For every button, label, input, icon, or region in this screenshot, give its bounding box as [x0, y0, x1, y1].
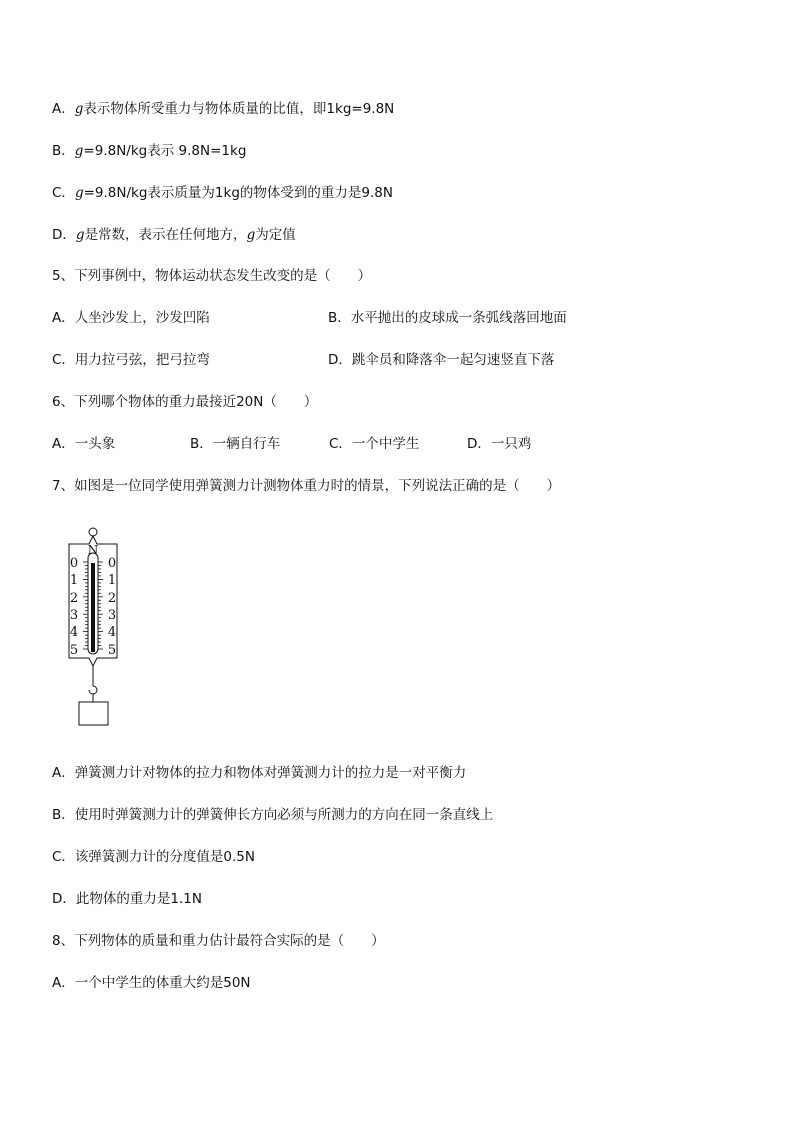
left-scale-2: 2: [69, 591, 79, 606]
top-ring: [89, 528, 97, 536]
q4-option-d: D．g是常数，表示在任何地方，g为定值: [52, 227, 296, 243]
q7-option-d: D．此物体的重力是1.1N: [52, 891, 202, 907]
q6-option-c: C．一个中学生: [329, 436, 420, 452]
right-scale-3: 3: [107, 608, 117, 623]
spring-scale-figure: [60, 522, 140, 736]
right-scale-2: 2: [107, 591, 117, 606]
q8-stem: 8、下列物体的质量和重力估计最符合实际的是（ ）: [52, 933, 385, 949]
q6-stem: 6、下列哪个物体的重力最接近20N（ ）: [52, 394, 318, 410]
q5-option-d: D．跳伞员和降落伞一起匀速竖直下落: [328, 352, 555, 368]
left-scale-5: 5: [69, 643, 79, 658]
right-scale-1: 1: [107, 573, 117, 588]
q5-option-b: B．水平抛出的皮球成一条弧线落回地面: [328, 310, 567, 326]
q4-option-a: A．g表示物体所受重力与物体质量的比值，即1kg=9.8N: [52, 101, 395, 117]
q6-option-b: B．一辆自行车: [190, 436, 281, 452]
q5-option-a: A．人坐沙发上，沙发凹陷: [52, 310, 210, 326]
right-scale-5: 5: [107, 643, 117, 658]
right-scale-0: 0: [107, 556, 117, 571]
q4-option-b: B．g=9.8N/kg表示 9.8N=1kg: [52, 143, 247, 159]
unit-label: N: [87, 543, 99, 557]
q7-stem: 7、如图是一位同学使用弹簧测力计测物体重力时的情景，下列说法正确的是（ ）: [52, 478, 561, 494]
q6-option-d: D．一只鸡: [467, 436, 532, 452]
q7-option-c: C．该弹簧测力计的分度值是0.5N: [52, 849, 255, 865]
q4-option-c: C．g=9.8N/kg表示质量为1kg的物体受到的重力是9.8N: [52, 185, 393, 201]
q5-option-c: C．用力拉弓弦，把弓拉弯: [52, 352, 210, 368]
q5-stem: 5、下列事例中，物体运动状态发生改变的是（ ）: [52, 268, 372, 284]
right-scale-4: 4: [107, 625, 117, 640]
left-scale-3: 3: [69, 608, 79, 623]
left-scale-4: 4: [69, 625, 79, 640]
q7-option-b: B．使用时弹簧测力计的弹簧伸长方向必须与所测力的方向在同一条直线上: [52, 807, 494, 823]
q7-option-a: A．弹簧测力计对物体的拉力和物体对弹簧测力计的拉力是一对平衡力: [52, 765, 467, 781]
left-scale-1: 1: [69, 573, 79, 588]
weight-block: [79, 702, 108, 725]
q6-option-a: A．一头象: [52, 436, 116, 452]
q8-option-a: A．一个中学生的体重大约是50N: [52, 975, 251, 991]
left-scale-0: 0: [69, 556, 79, 571]
hook: [89, 686, 97, 694]
indicator-fill: [91, 563, 95, 652]
